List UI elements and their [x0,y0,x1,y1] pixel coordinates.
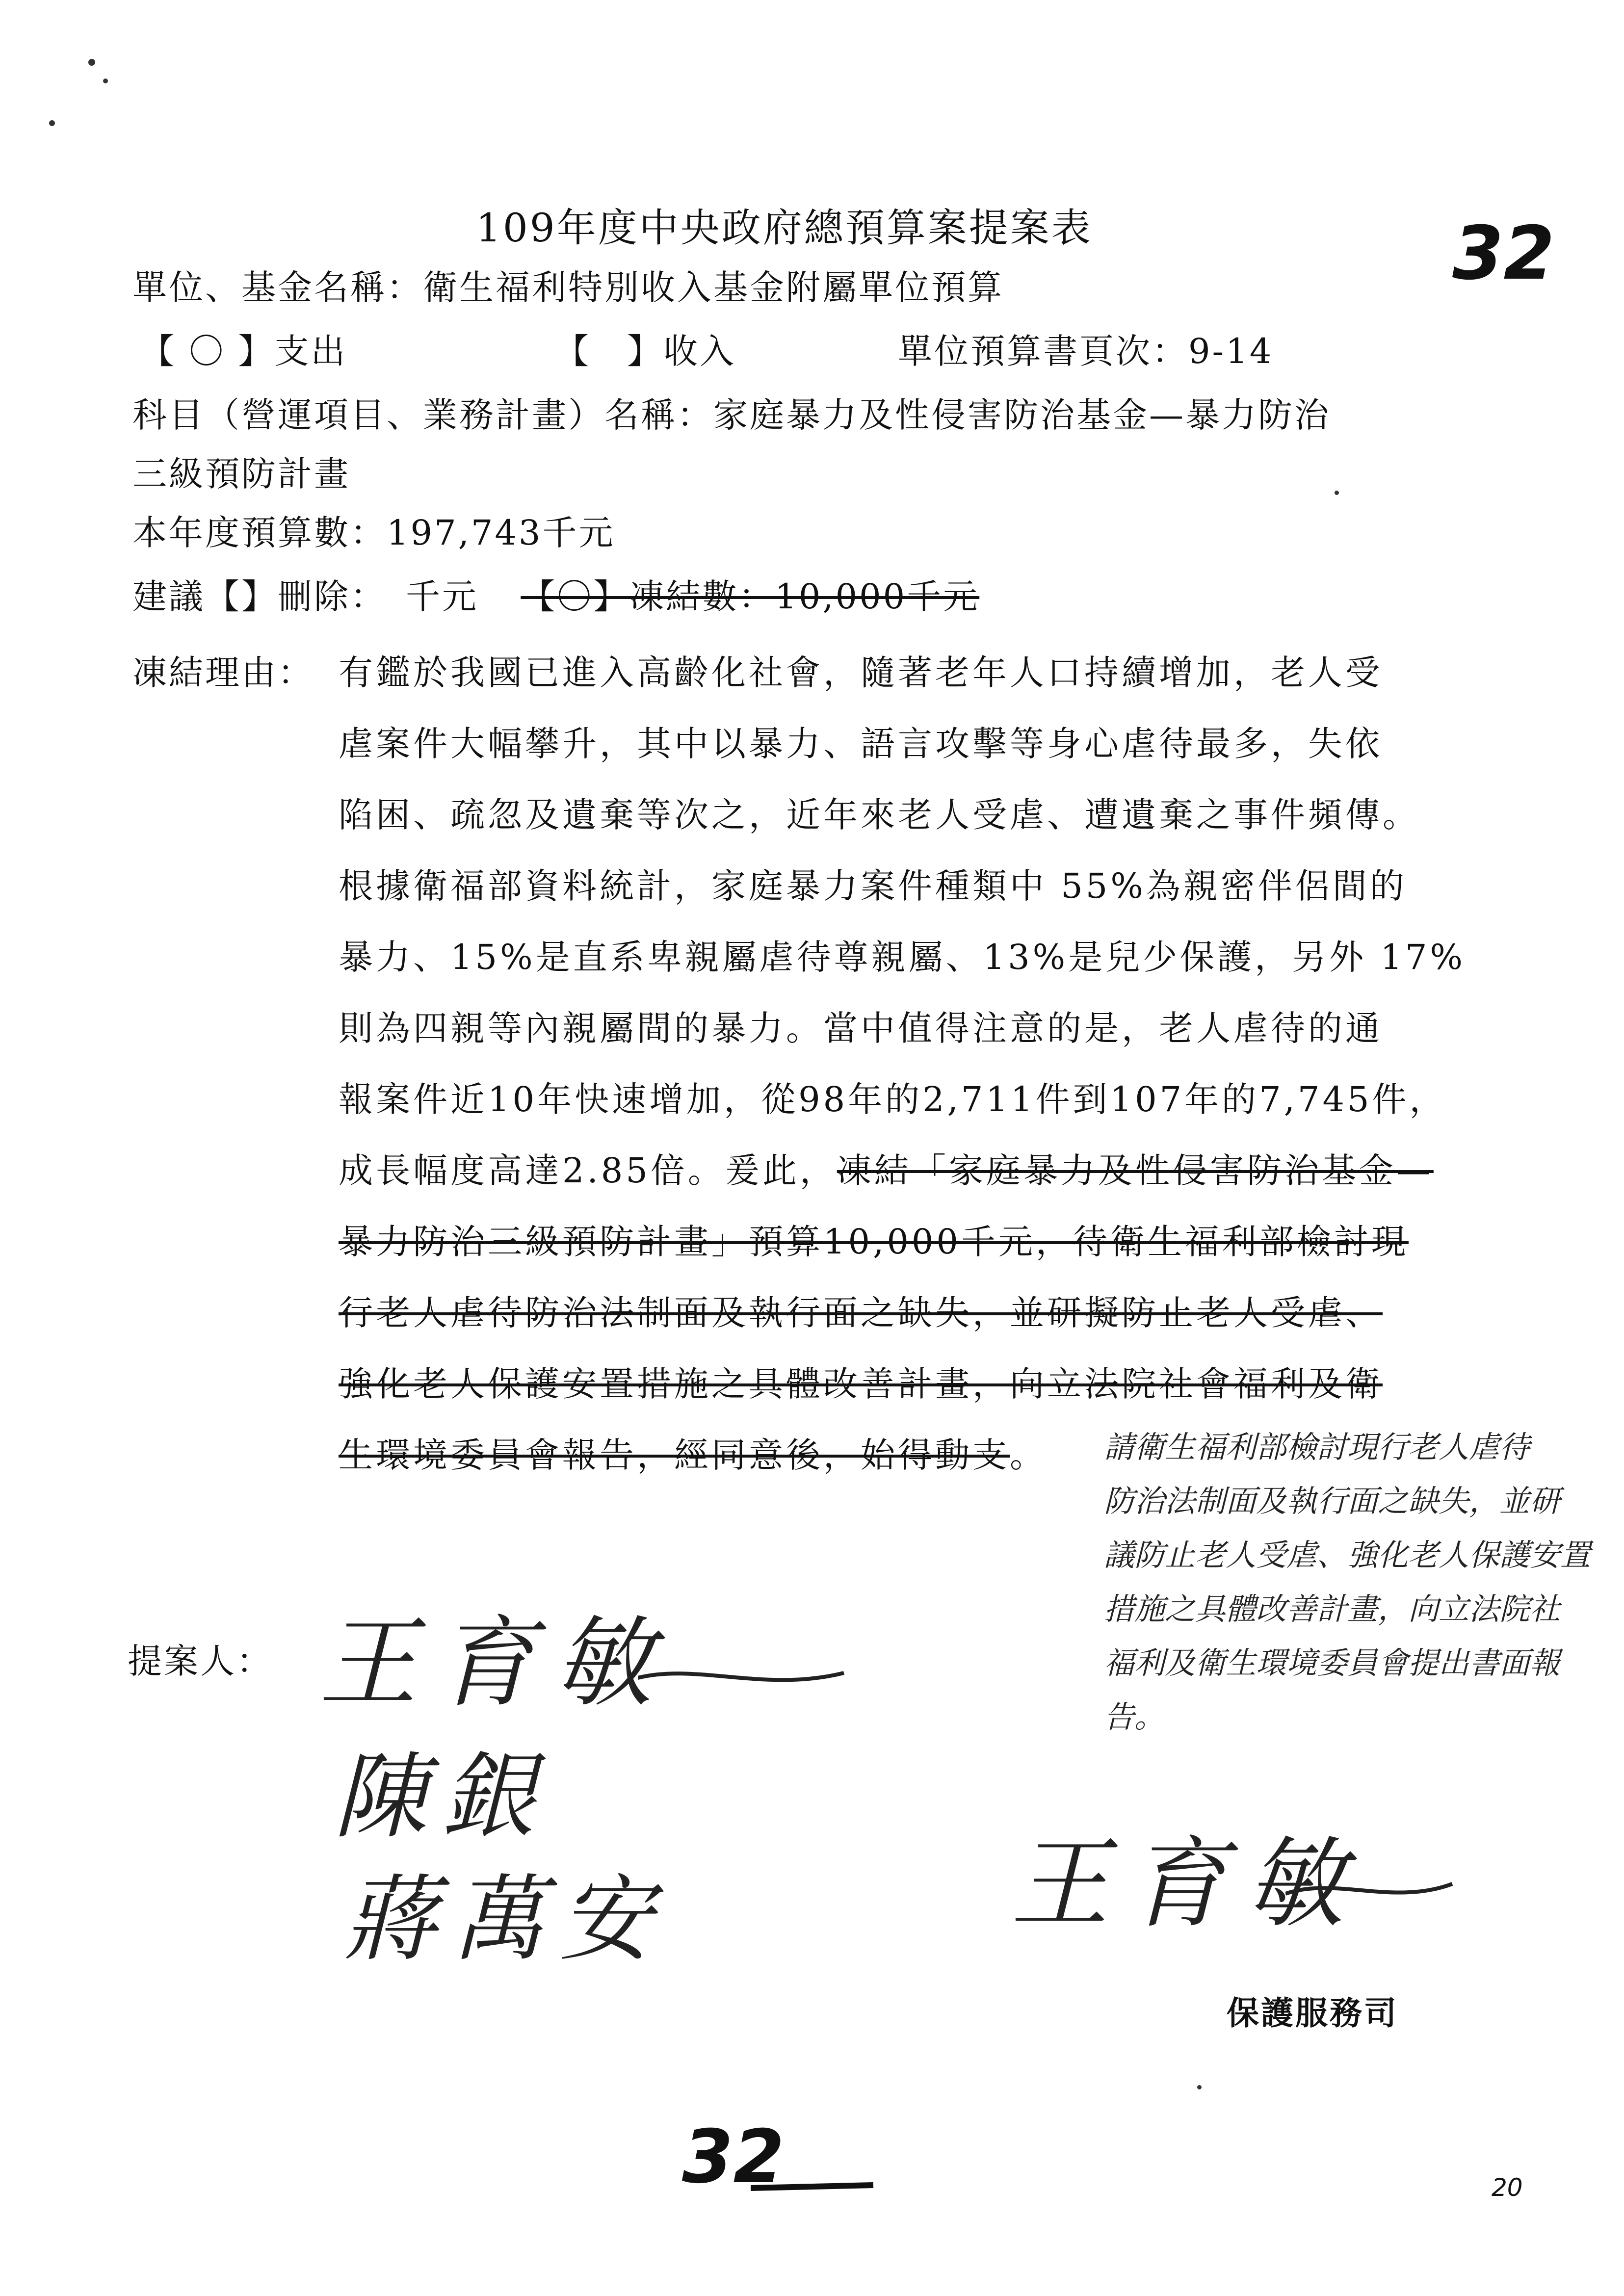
revenue-marker: 【 】收入 [554,331,736,371]
handwritten-note-line: 防治法制面及執行面之缺失，並研 [1104,1483,1561,1519]
underline-stroke [751,2178,878,2198]
scan-speck [88,59,95,66]
handwritten-note-line: 措施之具體改善計畫，向立法院社 [1104,1591,1561,1627]
reason-struck-line: 行老人虐待防治法制面及執行面之缺失，並研擬防止老人受虐、 [339,1293,1383,1333]
reason-line: 暴力、15%是直系卑親屬虐待尊親屬、13%是兒少保護，另外 17% [339,937,1466,977]
reason-line: 虐案件大幅攀升，其中以暴力、語言攻擊等身心虐待最多，失依 [339,724,1383,764]
handwritten-note-line: 福利及衛生環境委員會提出書面報 [1104,1645,1561,1681]
budget-page-ref: 單位預算書頁次：9-14 [898,331,1274,371]
reason-line: 則為四親等內親屬間的暴力。當中值得注意的是，老人虐待的通 [339,1008,1383,1048]
reason-struck-text: 凍結「家庭暴力及性侵害防治基金— [837,1150,1434,1191]
page-number: 20 [1492,2173,1523,2202]
department: 保護服務司 [1227,1994,1398,2032]
handwritten-note-line: 議防止老人受虐、強化老人保護安置 [1104,1537,1591,1573]
reason-line: 報案件近10年快速增加，從98年的2,711件到107年的7,745件， [339,1079,1447,1120]
reason-struck-line: 暴力防治三級預防計畫」預算10,000千元，待衛生福利部檢討現 [339,1222,1409,1262]
signature: 陳銀 [334,1743,550,1851]
reason-struck-text: 生環境委員會報告，經同意後，始得動支 [339,1435,1010,1475]
note-signature: 王育敏 [1011,1827,1364,1941]
scan-speck [103,78,108,83]
reason-line [339,1428,1047,1477]
signature-stroke [638,1658,849,1697]
freeze-reason-label: 凍結理由： [132,652,314,693]
proposal-line [132,569,979,619]
scan-speck [49,120,55,126]
subject-name: 科目（營運項目、業務計畫）名稱：家庭暴力及性侵害防治基金—暴力防治 [132,395,1331,435]
reason-text: 。 [1010,1435,1047,1475]
signature: 蔣萬安 [343,1865,668,1974]
page-number-mark: 32 [1452,211,1555,296]
unit-fund-name: 單位、基金名稱：衛生福利特別收入基金附屬單位預算 [132,267,1004,308]
reason-line [339,1143,1434,1193]
reason-struck-line: 強化老人保護安置措施之具體改善計畫，向立法院社會福利及衛 [339,1364,1383,1404]
budget-amount: 本年度預算數：197,743千元 [132,513,615,553]
signature-stroke [1285,1874,1457,1908]
bottom-page-mark: 32 [682,2114,785,2200]
subject-name-cont: 三級預防計畫 [132,454,350,494]
proposal-freeze-struck: 【〇】凍結數：10,000千元 [521,576,980,617]
proposal-delete: 建議【】刪除： 千元 [132,576,478,617]
scan-speck [1197,2085,1202,2089]
proposer-label: 提案人： [128,1641,273,1681]
handwritten-note-line: 請衛生福利部檢討現行老人虐待 [1104,1429,1530,1465]
handwritten-note-line: 告。 [1104,1699,1165,1735]
expenditure-marker: 【 〇 】支出 [140,331,347,371]
scan-speck [1335,491,1339,495]
reason-text: 成長幅度高達2.85倍。爰此， [339,1150,837,1191]
signature: 王育敏 [319,1606,673,1721]
reason-line: 根據衛福部資料統計，家庭暴力案件種類中 55%為親密伴侶間的 [339,866,1407,906]
reason-line: 有鑑於我國已進入高齡化社會，隨著老年人口持續增加，老人受 [339,652,1383,693]
reason-line: 陷困、疏忽及遺棄等次之，近年來老人受虐、遭遺棄之事件頻傳。 [339,795,1420,835]
form-title: 109年度中央政府總預算案提案表 [476,205,1093,251]
